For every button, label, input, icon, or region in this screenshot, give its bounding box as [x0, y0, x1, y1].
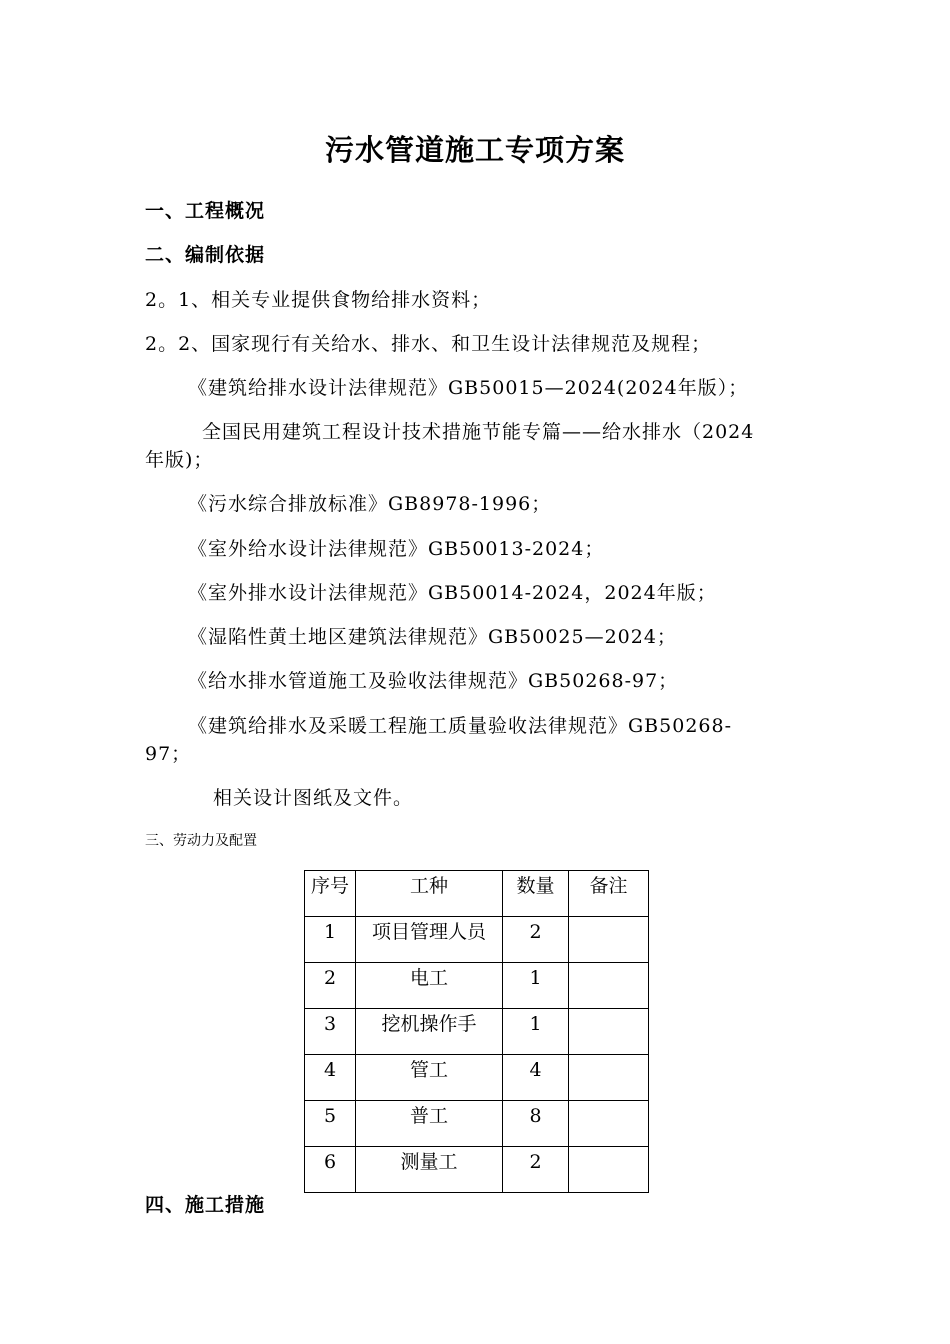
table-cell: 4 [305, 1055, 356, 1101]
table-cell: 2 [503, 917, 569, 963]
table-cell: 1 [305, 917, 356, 963]
basis-item: 2。1、相关专业提供食物给排水资料； [145, 289, 492, 311]
basis-item: 《湿陷性黄土地区建筑法律规范》GB50025—2024； [188, 626, 677, 648]
table-row [305, 1147, 649, 1193]
table-cell: 挖机操作手 [356, 1009, 503, 1055]
basis-item: 《污水综合排放标准》GB8978-1996； [188, 493, 552, 515]
section-heading-basis: 二、编制依据 [145, 244, 266, 266]
table-cell: 3 [305, 1009, 356, 1055]
table-cell: 5 [305, 1101, 356, 1147]
section-heading-labor: 三、劳动力及配置 [145, 833, 257, 849]
table-cell: 8 [503, 1101, 569, 1147]
labor-table [304, 870, 649, 1193]
table-cell: 管工 [356, 1055, 503, 1101]
table-cell [569, 1009, 649, 1055]
table-header-cell: 备注 [569, 871, 649, 917]
table-row [305, 1101, 649, 1147]
section-heading-overview: 一、工程概况 [145, 200, 266, 222]
basis-item: 《建筑给排水设计法律规范》GB50015—2024(2024年版）； [188, 377, 749, 399]
table-cell: 电工 [356, 963, 503, 1009]
table-cell: 项目管理人员 [356, 917, 503, 963]
table-cell: 2 [305, 963, 356, 1009]
basis-item: 2。2、国家现行有关给水、排水、和卫生设计法律规范及规程； [145, 333, 712, 355]
table-cell [569, 1055, 649, 1101]
basis-item-continued: 97； [145, 743, 192, 765]
table-cell: 测量工 [356, 1147, 503, 1193]
table-header-cell: 数量 [503, 871, 569, 917]
table-header-row [305, 871, 649, 917]
basis-item: 全国民用建筑工程设计技术措施节能专篇——给水排水（2024 [202, 421, 755, 443]
table-cell [569, 917, 649, 963]
table-header-cell: 工种 [356, 871, 503, 917]
table-header-cell: 序号 [305, 871, 356, 917]
basis-item: 《室外排水设计法律规范》GB50014-2024，2024年版； [188, 582, 717, 604]
basis-item: 《建筑给排水及采暖工程施工质量验收法律规范》GB50268- [188, 715, 733, 737]
table-cell: 2 [503, 1147, 569, 1193]
table-cell: 1 [503, 963, 569, 1009]
table-cell: 4 [503, 1055, 569, 1101]
table-cell: 1 [503, 1009, 569, 1055]
basis-item: 相关设计图纸及文件。 [213, 787, 414, 809]
table-row [305, 963, 649, 1009]
section-heading-measures: 四、施工措施 [145, 1194, 266, 1216]
table-cell [569, 1147, 649, 1193]
table-cell [569, 963, 649, 1009]
table-row [305, 1055, 649, 1101]
table-row [305, 917, 649, 963]
table-cell [569, 1101, 649, 1147]
basis-item-continued: 年版)； [145, 449, 214, 471]
table-cell: 普工 [356, 1101, 503, 1147]
document-title: 污水管道施工专项方案 [324, 133, 625, 167]
table-cell: 6 [305, 1147, 356, 1193]
basis-item: 《给水排水管道施工及验收法律规范》GB50268-97； [188, 670, 679, 692]
table-row [305, 1009, 649, 1055]
basis-item: 《室外给水设计法律规范》GB50013-2024； [188, 538, 605, 560]
